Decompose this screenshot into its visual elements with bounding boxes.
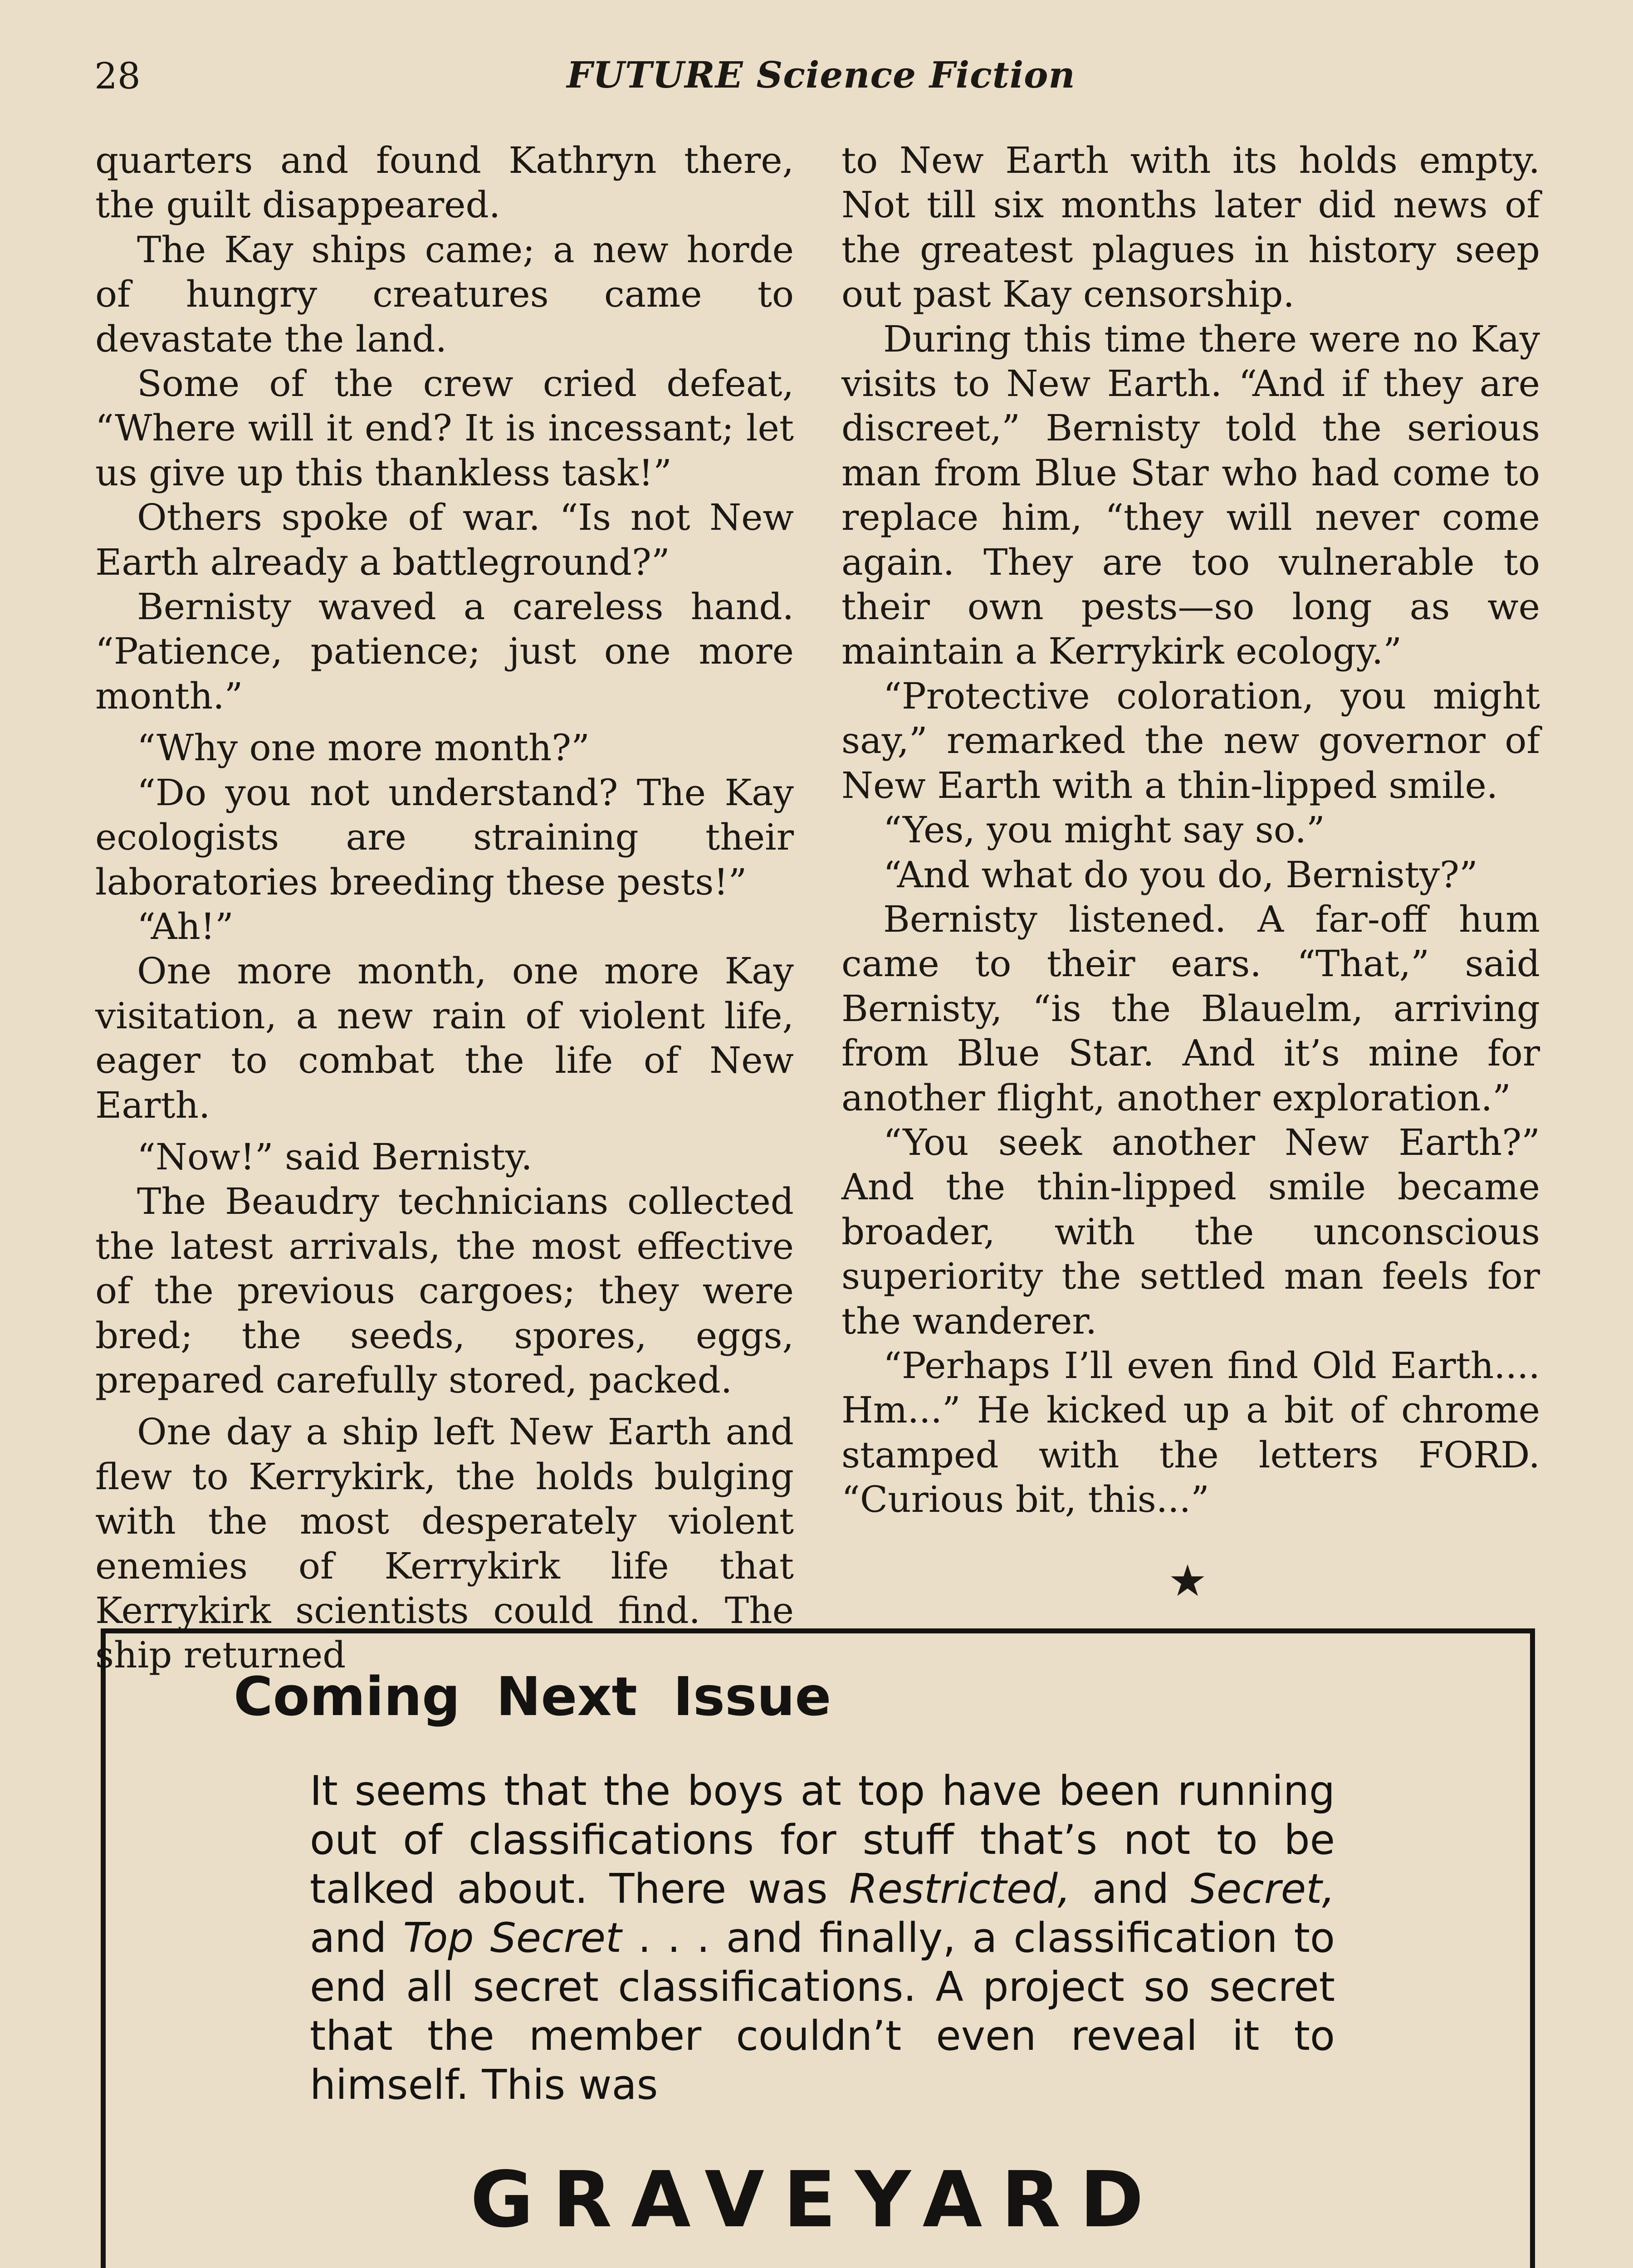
novelet-title: GRAVEYARD xyxy=(470,2155,1163,2245)
ad-text: and xyxy=(310,1914,403,1962)
story-paragraph: “You seek another New Earth?” And the thin-lipped smile became broader, with the unconscious superiority the settled man feels for the wanderer. xyxy=(841,1121,1540,1342)
story-paragraph: “Now!” said Bernisty. xyxy=(137,1135,533,1178)
story-paragraph: The Beaudry technicians collected the latest arrivals, the most effective of the previous cargoes; they were bred; the seeds, spores, eggs, prepared carefully stored, packed. xyxy=(95,1180,794,1401)
story-paragraph: During this time there were no Kay visits to New Earth. “And if they are discreet,” Bernisty told the serious man from Blue Star who had come to replace him, “they will never come again. They are too vulnerable to their own pests—so long as we maintain a Kerrykirk ecology.” xyxy=(841,318,1540,673)
story-paragraph: quarters and found Kathryn there, the guilt disappeared. xyxy=(95,139,794,226)
story-paragraph: “And what do you do, Bernisty?” xyxy=(883,853,1478,896)
story-column-right xyxy=(841,138,1540,1522)
ad-body xyxy=(310,1767,1335,2110)
story-paragraph: to New Earth with its holds empty. Not till six months later did news of the greatest plagues in history seep out past Kay censorship. xyxy=(841,139,1540,316)
story-column-left xyxy=(95,138,794,1678)
story-paragraph: One more month, one more Kay visitation, a new rain of violent life, eager to combat the life of New Earth. xyxy=(95,950,794,1126)
end-star-icon: ★ xyxy=(1168,1555,1208,1606)
page-number: 28 xyxy=(94,55,141,97)
story-paragraph: Bernisty waved a careless hand. “Patience, patience; just one more month.” xyxy=(95,586,794,717)
ad-body-paragraph xyxy=(310,1767,1335,2110)
ad-text: and xyxy=(1071,1865,1191,1913)
story-paragraph: Others spoke of war. “Is not New Earth already a battleground?” xyxy=(95,496,794,583)
story-paragraph: One day a ship left New Earth and flew to Kerrykirk, the holds bulging with the most desperately violent enemies of Kerrykirk life that Kerrykirk scientists could find. The ship returned xyxy=(95,1411,794,1677)
story-paragraph: Bernisty listened. A far-off hum came to their ears. “That,” said Bernisty, “is the Blauelm, arriving from Blue Star. And it’s mine for another flight, another exploration.” xyxy=(841,898,1540,1119)
story-paragraph: “Do you not understand? The Kay ecologists are straining their laboratories breeding these pests!” xyxy=(95,771,794,903)
ad-text: . . . and finally, a classification to end all secret classifications. A project so secret that the member couldn’t even reveal it to himself. This was xyxy=(310,1914,1335,2109)
story-paragraph: “Why one more month?” xyxy=(137,727,590,769)
ad-emphasis: Secret, xyxy=(1190,1865,1335,1913)
ad-heading: Coming Next Issue xyxy=(234,1665,831,1728)
running-title: FUTURE Science Fiction xyxy=(567,54,1076,96)
story-paragraph: “Ah!” xyxy=(137,905,234,948)
story-paragraph: “Yes, you might say so.” xyxy=(883,809,1325,851)
story-paragraph: Some of the crew cried defeat, “Where will it end? It is incessant; let us give up this thankless task!” xyxy=(95,362,794,494)
ad-text: It seems that the boys at top have been running out of classifications for stuff that’s not to be talked about. There was xyxy=(310,1767,1335,1913)
story-paragraph: “Protective coloration, you might say,” remarked the new governor of New Earth with a thin-lipped smile. xyxy=(841,675,1540,807)
story-paragraph: The Kay ships came; a new horde of hungry creatures came to devastate the land. xyxy=(95,228,794,360)
ad-emphasis: Top Secret xyxy=(403,1914,622,1962)
ad-emphasis: Restricted, xyxy=(849,1865,1071,1913)
story-paragraph: “Perhaps I’ll even find Old Earth.... Hm...” He kicked up a bit of chrome stamped with the letters FORD. “Curious bit, this...” xyxy=(841,1344,1540,1521)
